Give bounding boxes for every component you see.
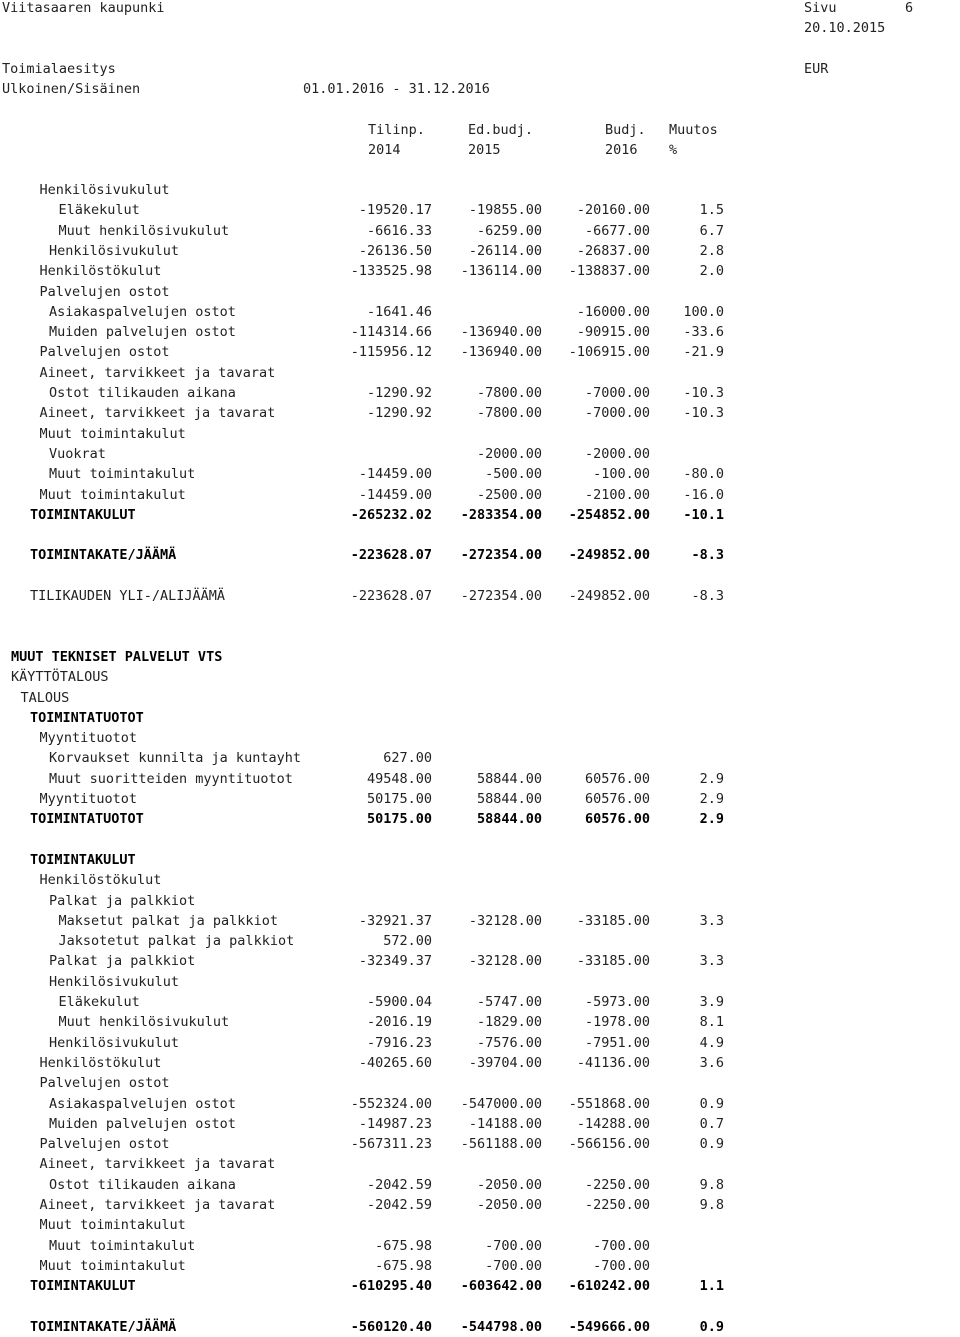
cell-muutos-pct: -8.3 <box>691 588 724 604</box>
cell-tilinp-2014: -2016.19 <box>366 1014 432 1031</box>
table-row <box>0 1317 960 1337</box>
cell-tilinp-2014: -675.98 <box>375 1237 432 1254</box>
row-label: Muut toimintakulut <box>49 1237 196 1254</box>
cell-tilinp-2014: -1290.92 <box>366 405 432 422</box>
table-row <box>0 891 960 911</box>
table-row <box>0 728 960 748</box>
row-label: TOIMINTATUOTOT <box>30 709 144 726</box>
cell-tilinp-2014: -1290.92 <box>366 385 432 401</box>
cell-tilinp-2014: -32921.37 <box>358 912 432 929</box>
table-row <box>0 444 960 464</box>
row-label: Muiden palvelujen ostot <box>49 324 236 341</box>
cell-edbudj-2015: -700.00 <box>485 1237 542 1254</box>
table-row <box>0 951 960 971</box>
cell-tilinp-2014: -265232.02 <box>350 506 432 523</box>
cell-tilinp-2014: -26136.50 <box>358 242 432 259</box>
cell-budj-2016: -5973.00 <box>584 994 650 1010</box>
row-label: TOIMINTATUOTOT <box>30 811 144 828</box>
cell-budj-2016: -7951.00 <box>584 1034 650 1051</box>
cell-budj-2016: -14288.00 <box>576 1115 650 1132</box>
column-header-budj: Budj. <box>605 122 646 138</box>
table-row <box>0 688 960 708</box>
cell-edbudj-2015: -2050.00 <box>476 1197 542 1213</box>
page-number: 6 <box>905 0 914 16</box>
cell-edbudj-2015: -39704.00 <box>468 1054 542 1071</box>
cell-budj-2016: -41136.00 <box>576 1054 650 1071</box>
row-label: Henkilösivukulut <box>49 973 180 990</box>
cell-edbudj-2015: -32128.00 <box>468 912 542 929</box>
cell-edbudj-2015: -14188.00 <box>468 1115 542 1132</box>
row-label: Vuokrat <box>49 445 106 462</box>
cell-muutos-pct: -10.3 <box>683 385 724 401</box>
table-row <box>0 769 960 789</box>
table-row <box>0 1134 960 1154</box>
column-header-tilinp: Tilinp. <box>368 122 425 138</box>
row-label: TOIMINTAKULUT <box>30 1278 136 1295</box>
cell-budj-2016: -2000.00 <box>584 445 650 462</box>
cell-edbudj-2015: -7800.00 <box>476 405 542 422</box>
table-row <box>0 809 960 829</box>
cell-tilinp-2014: 49548.00 <box>366 770 432 787</box>
cell-tilinp-2014: -7916.23 <box>366 1034 432 1051</box>
cell-edbudj-2015: 58844.00 <box>476 791 542 807</box>
row-label: Muut toimintakulut <box>49 466 196 483</box>
row-label: Muut toimintakulut <box>39 486 186 503</box>
row-label: Aineet, tarvikkeet ja tavarat <box>39 1156 276 1173</box>
table-row <box>0 1175 960 1195</box>
cell-muutos-pct: 2.9 <box>699 770 724 787</box>
cell-budj-2016: -90915.00 <box>576 324 650 341</box>
cell-tilinp-2014: -223628.07 <box>350 547 432 564</box>
cell-muutos-pct: 0.7 <box>699 1115 724 1132</box>
row-label: Asiakaspalvelujen ostot <box>49 1095 236 1112</box>
cell-muutos-pct: -33.6 <box>683 324 724 341</box>
cell-edbudj-2015: -136940.00 <box>460 324 542 341</box>
organization-name: Viitasaaren kaupunki <box>2 0 165 16</box>
cell-muutos-pct: -21.9 <box>683 344 724 361</box>
cell-muutos-pct: 9.8 <box>699 1176 724 1193</box>
page-label: Sivu <box>804 0 837 16</box>
cell-muutos-pct: 2.8 <box>699 242 724 259</box>
row-label: Ostot tilikauden aikana <box>49 1176 236 1193</box>
column-header-edbudj: Ed.budj. <box>468 122 534 138</box>
cell-edbudj-2015: -700.00 <box>485 1257 542 1274</box>
row-label: Muut toimintakulut <box>39 425 186 442</box>
cell-budj-2016: -249852.00 <box>568 588 650 604</box>
cell-budj-2016: -26837.00 <box>576 242 650 259</box>
cell-edbudj-2015: -2000.00 <box>476 445 542 462</box>
row-label: TOIMINTAKATE/JÄÄMÄ <box>30 547 177 564</box>
cell-muutos-pct: 4.9 <box>699 1034 724 1051</box>
cell-budj-2016: -7000.00 <box>584 385 650 401</box>
cell-budj-2016: -2100.00 <box>584 486 650 503</box>
cell-edbudj-2015: -26114.00 <box>468 242 542 259</box>
table-row <box>0 1215 960 1235</box>
cell-edbudj-2015: -19855.00 <box>468 202 542 219</box>
table-row <box>0 850 960 870</box>
row-label: Muut suoritteiden myyntituotot <box>49 770 293 787</box>
cell-edbudj-2015: -136940.00 <box>460 344 542 361</box>
row-label: Eläkekulut <box>58 202 140 219</box>
cell-muutos-pct: 3.3 <box>699 912 724 929</box>
cell-muutos-pct: 3.9 <box>699 994 724 1010</box>
table-row <box>0 1276 960 1296</box>
row-label: Henkilösivukulut <box>39 182 170 198</box>
table-row <box>0 830 960 850</box>
cell-muutos-pct: 6.7 <box>699 222 724 239</box>
cell-edbudj-2015: -603642.00 <box>460 1278 542 1295</box>
cell-muutos-pct: 2.0 <box>699 263 724 280</box>
cell-muutos-pct: 0.9 <box>699 1095 724 1112</box>
table-row <box>0 1094 960 1114</box>
column-year-tilinp: 2014 <box>368 142 401 158</box>
cell-edbudj-2015: -283354.00 <box>460 506 542 523</box>
cell-muutos-pct: 100.0 <box>683 303 724 320</box>
cell-budj-2016: -549666.00 <box>568 1318 650 1335</box>
row-label: Muut toimintakulut <box>39 1257 186 1274</box>
cell-tilinp-2014: -14987.23 <box>358 1115 432 1132</box>
cell-tilinp-2014: -133525.98 <box>350 263 432 280</box>
cell-tilinp-2014: -6616.33 <box>366 222 432 239</box>
column-year-muutos: % <box>669 142 678 158</box>
cell-edbudj-2015: -7576.00 <box>476 1034 542 1051</box>
row-label: Korvaukset kunnilta ja kuntayht <box>49 750 301 767</box>
report-period: 01.01.2016 - 31.12.2016 <box>303 81 490 97</box>
table-row <box>0 1195 960 1215</box>
row-label: Palvelujen ostot <box>39 1136 170 1153</box>
cell-tilinp-2014: -567311.23 <box>350 1136 432 1153</box>
cell-budj-2016: -610242.00 <box>568 1278 650 1295</box>
table-row <box>0 221 960 241</box>
cell-budj-2016: -6677.00 <box>584 222 650 239</box>
cell-muutos-pct: -80.0 <box>683 466 724 483</box>
cell-muutos-pct: 1.1 <box>699 1278 724 1295</box>
row-label: TOIMINTAKULUT <box>30 506 136 523</box>
table-row <box>0 1073 960 1093</box>
column-year-edbudj: 2015 <box>468 142 501 158</box>
cell-budj-2016: -551868.00 <box>568 1095 650 1112</box>
table-row <box>0 566 960 586</box>
cell-muutos-pct: -16.0 <box>683 486 724 503</box>
table-row <box>0 931 960 951</box>
table-row <box>0 870 960 890</box>
cell-budj-2016: -700.00 <box>593 1237 650 1254</box>
row-label: Henkilösivukulut <box>49 242 180 259</box>
row-label: Henkilöstökulut <box>39 263 162 280</box>
cell-tilinp-2014: -115956.12 <box>350 344 432 361</box>
cell-muutos-pct: 0.9 <box>699 1318 724 1335</box>
cell-budj-2016: -138837.00 <box>568 263 650 280</box>
table-row <box>0 383 960 403</box>
cell-edbudj-2015: -6259.00 <box>476 222 542 239</box>
cell-edbudj-2015: 58844.00 <box>476 770 542 787</box>
cell-edbudj-2015: -5747.00 <box>476 994 542 1010</box>
cell-tilinp-2014: -610295.40 <box>350 1278 432 1295</box>
cell-tilinp-2014: -14459.00 <box>358 486 432 503</box>
cell-budj-2016: 60576.00 <box>584 791 650 807</box>
cell-tilinp-2014: -2042.59 <box>366 1197 432 1213</box>
cell-edbudj-2015: -136114.00 <box>460 263 542 280</box>
cell-budj-2016: -2250.00 <box>584 1176 650 1193</box>
row-label: Henkilösivukulut <box>49 1034 180 1051</box>
cell-budj-2016: -566156.00 <box>568 1136 650 1153</box>
row-label: TOIMINTAKULUT <box>30 851 136 868</box>
table-row <box>0 627 960 647</box>
cell-tilinp-2014: 572.00 <box>383 933 432 950</box>
row-label: TALOUS <box>20 689 70 706</box>
row-label: KÄYTTÖTALOUS <box>11 669 109 686</box>
row-label: Palvelujen ostot <box>39 1075 170 1092</box>
cell-muutos-pct: 2.9 <box>699 791 724 807</box>
cell-edbudj-2015: -272354.00 <box>460 588 542 604</box>
table-row <box>0 972 960 992</box>
print-date: 20.10.2015 <box>804 20 886 36</box>
cell-budj-2016: -2250.00 <box>584 1197 650 1213</box>
row-label: Palkat ja palkkiot <box>49 953 196 970</box>
cell-budj-2016: -254852.00 <box>568 506 650 523</box>
table-row <box>0 424 960 444</box>
cell-edbudj-2015: -32128.00 <box>468 953 542 970</box>
column-header-muutos: Muutos <box>669 122 718 138</box>
cell-tilinp-2014: 627.00 <box>383 750 432 767</box>
row-label: Henkilöstökulut <box>39 872 162 889</box>
cell-tilinp-2014: -675.98 <box>375 1257 432 1274</box>
row-label: Palkat ja palkkiot <box>49 892 196 909</box>
currency: EUR <box>804 61 829 77</box>
table-row <box>0 1297 960 1317</box>
cell-budj-2016: -249852.00 <box>568 547 650 564</box>
cell-tilinp-2014: 50175.00 <box>366 791 432 807</box>
cell-budj-2016: -33185.00 <box>576 912 650 929</box>
row-label: Muut toimintakulut <box>39 1217 186 1234</box>
row-label: TILIKAUDEN YLI-/ALIJÄÄMÄ <box>30 588 226 604</box>
row-label: Myyntituotot <box>39 730 138 747</box>
cell-edbudj-2015: -547000.00 <box>460 1095 542 1112</box>
cell-tilinp-2014: -560120.40 <box>350 1318 432 1335</box>
report-scope: Ulkoinen/Sisäinen <box>2 81 141 97</box>
row-label: TOIMINTAKATE/JÄÄMÄ <box>30 1318 177 1335</box>
cell-tilinp-2014: -19520.17 <box>358 202 432 219</box>
table-row <box>0 667 960 687</box>
cell-tilinp-2014: -40265.60 <box>358 1054 432 1071</box>
table-row <box>0 302 960 322</box>
row-label: Palvelujen ostot <box>39 344 170 361</box>
table-row <box>0 708 960 728</box>
table-row <box>0 1012 960 1032</box>
cell-budj-2016: -100.00 <box>593 466 650 483</box>
row-label: Muiden palvelujen ostot <box>49 1115 236 1132</box>
table-row <box>0 992 960 1012</box>
table-row <box>0 545 960 565</box>
row-label: Muut henkilösivukulut <box>58 1014 230 1031</box>
cell-budj-2016: -20160.00 <box>576 202 650 219</box>
cell-tilinp-2014: -32349.37 <box>358 953 432 970</box>
cell-muutos-pct: 9.8 <box>699 1197 724 1213</box>
table-row <box>0 282 960 302</box>
row-label: Muut henkilösivukulut <box>58 222 230 239</box>
cell-edbudj-2015: -1829.00 <box>476 1014 542 1031</box>
table-row <box>0 342 960 362</box>
row-label: Myyntituotot <box>39 791 138 807</box>
table-row <box>0 1154 960 1174</box>
table-row <box>0 322 960 342</box>
table-row <box>0 586 960 606</box>
row-label: Aineet, tarvikkeet ja tavarat <box>39 405 276 422</box>
cell-tilinp-2014: -223628.07 <box>350 588 432 604</box>
table-row <box>0 1053 960 1073</box>
cell-edbudj-2015: -7800.00 <box>476 385 542 401</box>
cell-tilinp-2014: -1641.46 <box>366 303 432 320</box>
cell-edbudj-2015: -2500.00 <box>476 486 542 503</box>
cell-budj-2016: -1978.00 <box>584 1014 650 1031</box>
cell-edbudj-2015: -561188.00 <box>460 1136 542 1153</box>
cell-budj-2016: -106915.00 <box>568 344 650 361</box>
cell-tilinp-2014: -114314.66 <box>350 324 432 341</box>
cell-muutos-pct: -8.3 <box>691 547 724 564</box>
table-row <box>0 403 960 423</box>
report-title: Toimialaesitys <box>2 61 116 77</box>
table-row <box>0 1033 960 1053</box>
cell-tilinp-2014: -2042.59 <box>366 1176 432 1193</box>
table-row <box>0 789 960 809</box>
table-row <box>0 261 960 281</box>
column-year-budj: 2016 <box>605 142 638 158</box>
row-label: Aineet, tarvikkeet ja tavarat <box>39 1197 276 1213</box>
cell-budj-2016: 60576.00 <box>584 811 650 828</box>
row-label: Asiakaspalvelujen ostot <box>49 303 236 320</box>
cell-budj-2016: -33185.00 <box>576 953 650 970</box>
cell-budj-2016: -16000.00 <box>576 303 650 320</box>
table-row <box>0 505 960 525</box>
table-row <box>0 464 960 484</box>
cell-tilinp-2014: -14459.00 <box>358 466 432 483</box>
table-row <box>0 485 960 505</box>
row-label: Palvelujen ostot <box>39 283 170 300</box>
table-row <box>0 1256 960 1276</box>
cell-budj-2016: -7000.00 <box>584 405 650 422</box>
table-row <box>0 1236 960 1256</box>
cell-edbudj-2015: -272354.00 <box>460 547 542 564</box>
table-row <box>0 180 960 200</box>
table-row <box>0 606 960 626</box>
cell-muutos-pct: 1.5 <box>699 202 724 219</box>
table-row <box>0 525 960 545</box>
cell-tilinp-2014: 50175.00 <box>366 811 432 828</box>
table-row <box>0 1114 960 1134</box>
cell-tilinp-2014: -5900.04 <box>366 994 432 1010</box>
table-row <box>0 241 960 261</box>
cell-muutos-pct: 3.3 <box>699 953 724 970</box>
row-label: Jaksotetut palkat ja palkkiot <box>58 933 295 950</box>
row-label: MUUT TEKNISET PALVELUT VTS <box>11 648 223 665</box>
table-row <box>0 200 960 220</box>
cell-muutos-pct: 0.9 <box>699 1136 724 1153</box>
cell-muutos-pct: -10.1 <box>683 506 724 523</box>
cell-budj-2016: 60576.00 <box>584 770 650 787</box>
table-row <box>0 748 960 768</box>
cell-edbudj-2015: -544798.00 <box>460 1318 542 1335</box>
table-row <box>0 647 960 667</box>
cell-edbudj-2015: -2050.00 <box>476 1176 542 1193</box>
cell-edbudj-2015: -500.00 <box>485 466 542 483</box>
cell-budj-2016: -700.00 <box>593 1257 650 1274</box>
cell-muutos-pct: 2.9 <box>699 811 724 828</box>
row-label: Aineet, tarvikkeet ja tavarat <box>39 364 276 381</box>
row-label: Henkilöstökulut <box>39 1054 162 1071</box>
cell-edbudj-2015: 58844.00 <box>476 811 542 828</box>
cell-muutos-pct: -10.3 <box>683 405 724 422</box>
cell-muutos-pct: 8.1 <box>699 1014 724 1031</box>
cell-tilinp-2014: -552324.00 <box>350 1095 432 1112</box>
cell-muutos-pct: 3.6 <box>699 1054 724 1071</box>
table-row <box>0 363 960 383</box>
row-label: Eläkekulut <box>58 994 140 1010</box>
row-label: Maksetut palkat ja palkkiot <box>58 912 278 929</box>
row-label: Ostot tilikauden aikana <box>49 385 236 401</box>
table-row <box>0 911 960 931</box>
